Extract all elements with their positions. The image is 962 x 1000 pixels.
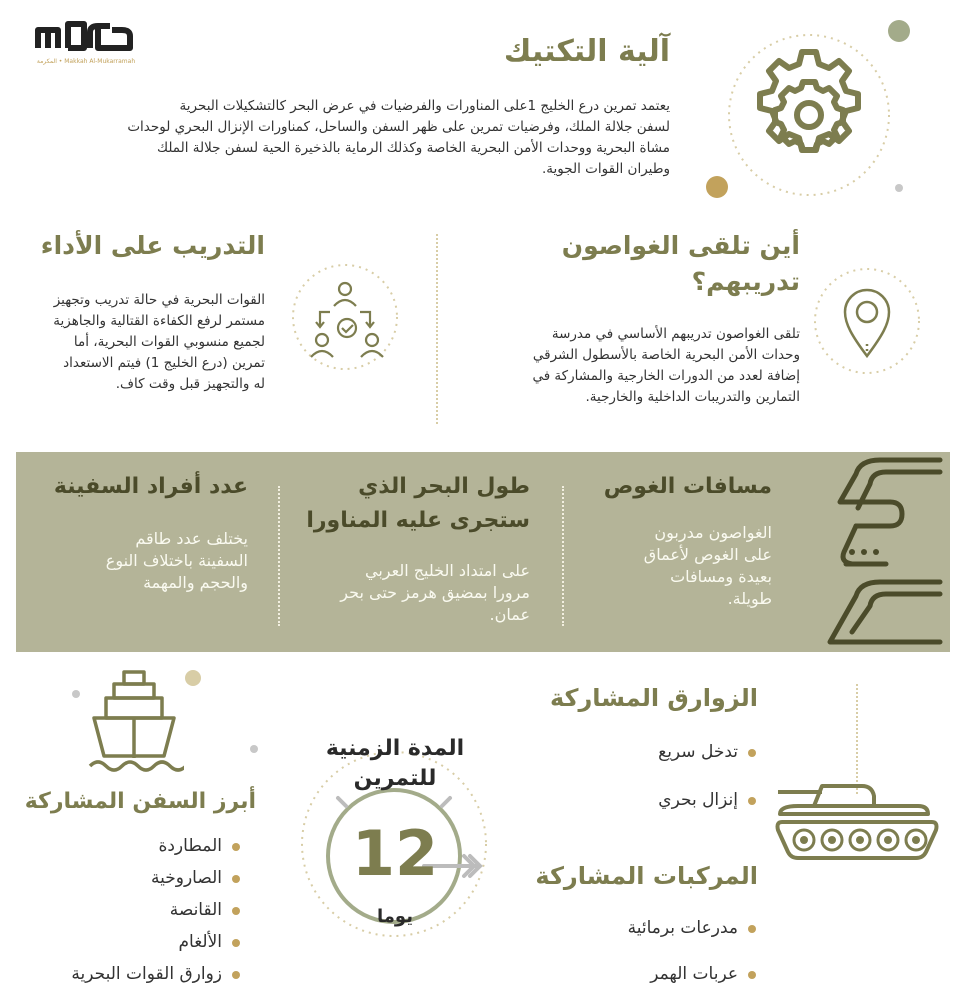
boats-list — [658, 736, 756, 816]
diving-text — [572, 522, 772, 610]
training-performance-title: التدريب على الأداء — [40, 231, 265, 260]
tactic-line: وطيران القوات الجوية. — [542, 161, 670, 177]
list-item: القانصة — [71, 894, 240, 926]
diving-line: على الغوص لأعماق — [643, 545, 772, 564]
divers-training-title-line: أين تلقى الغواصون — [561, 231, 800, 260]
crew-line: والحجم والمهمة — [143, 573, 248, 592]
crew-line: السفينة باختلاف النوع — [105, 551, 248, 570]
ships-list — [71, 830, 240, 990]
list-item: المطاردة — [71, 830, 240, 862]
duration-title-line: المدة الزمنية — [325, 736, 465, 761]
decor-dot — [250, 745, 258, 753]
duration-title — [310, 734, 480, 794]
list-item: عربات الهمر — [628, 958, 756, 990]
vehicles-title: المركبات المشاركة — [535, 862, 758, 890]
duration-number: 12 — [351, 817, 439, 890]
band-divider — [562, 486, 564, 626]
vehicles-list — [628, 912, 756, 990]
tactic-line: لسفن جلالة الملك، وفرضيات تمرين على ظهر السفن والساحل، كمناورات الإنزال البحري لوحدات — [127, 119, 670, 135]
list-item: الصاروخية — [71, 862, 240, 894]
tactic-text — [50, 96, 670, 180]
training-performance-line: له والتجهيز قبل وقت كاف. — [115, 376, 265, 392]
sea-length-line: على امتداد الخليج العربي — [364, 561, 530, 580]
divers-training-title — [562, 228, 800, 300]
list-item: تدخل سريع — [658, 736, 756, 768]
list-item: إنزال بحري — [658, 784, 756, 816]
divers-training-title-line: تدريبهم؟ — [691, 267, 800, 296]
ship-icon — [84, 666, 184, 776]
training-performance-line: لجميع منسوبي القوات البحرية، أما — [73, 334, 265, 350]
sea-length-title-line: ستجرى عليه المناورا — [306, 508, 530, 533]
tactic-line: يعتمد تمرين درع الخليج 1على المناورات والفرضيات في عرض البحر كالتشكيلات البحرية — [179, 98, 670, 114]
sea-length-line: مرورا بمضيق هرمز حتى بحر — [340, 583, 530, 602]
duration-unit: يوما — [377, 906, 413, 927]
sea-length-text — [290, 560, 530, 626]
crew-text — [28, 528, 248, 594]
sea-length-title-line: طول البحر الذي — [358, 474, 530, 499]
logo-subtitle: المكرمة • Makkah Al-Mukarramah — [36, 58, 136, 65]
divers-training-text — [460, 324, 800, 408]
tactic-title: آلية التكتيك — [503, 34, 670, 69]
divers-training-line: التمارين والتدريبات الداخلية والخارجية. — [585, 389, 800, 405]
team-workflow-icon — [290, 262, 400, 372]
divers-training-line: إضافة لعدد من الدورات الخارجية والمشاركة في — [532, 368, 800, 384]
band-divider — [278, 486, 280, 626]
list-item: زوارق القوات البحرية — [71, 958, 240, 990]
logo-mark — [32, 18, 140, 54]
tactic-line: مشاة البحرية ووحدات الأمن البحرية الخاصة وكذلك الرماية بالذخيرة الحية لسفن جلالة الملك — [156, 140, 670, 156]
decor-dot — [185, 670, 201, 686]
diving-line: الغواصون مدربون — [654, 523, 772, 542]
decor-dot — [895, 184, 903, 192]
list-item: الألغام — [71, 926, 240, 958]
training-performance-line: القوات البحرية في حالة تدريب وتجهيز — [53, 292, 265, 308]
diving-title: مسافات الغوص — [603, 474, 772, 499]
gear-icon — [724, 30, 894, 200]
logo — [32, 18, 140, 70]
crew-title: عدد أفراد السفينة — [53, 474, 248, 499]
location-pin-icon — [812, 266, 922, 376]
decor-dot — [72, 690, 80, 698]
sea-length-title — [306, 470, 530, 538]
list-item: مدرعات برمائية — [628, 912, 756, 944]
sea-length-line: عمان. — [489, 605, 530, 624]
column-divider — [436, 234, 438, 424]
training-performance-line: مستمر لرفع الكفاءة القتالية والجاهزية — [53, 313, 265, 329]
divers-training-line: تلقى الغواصون تدريبهم الأساسي في مدرسة — [551, 326, 800, 342]
boats-title: الزوارق المشاركة — [549, 684, 758, 712]
crew-line: يختلف عدد طاقم — [135, 529, 248, 548]
training-performance-text — [5, 290, 265, 395]
tank-icon — [770, 772, 942, 864]
training-performance-line: تمرين (درع الخليج 1) فيتم الاستعداد — [63, 355, 265, 371]
ships-title: أبرز السفن المشاركة — [24, 789, 256, 814]
divers-training-line: وحدات الأمن البحرية الخاصة بالأسطول الشرقي — [532, 347, 800, 363]
duration-title-line: للتمرين — [353, 766, 437, 791]
diving-line: بعيدة ومسافات — [670, 567, 772, 586]
hands-measure-icon — [790, 452, 950, 652]
diving-line: طويلة. — [727, 589, 772, 608]
